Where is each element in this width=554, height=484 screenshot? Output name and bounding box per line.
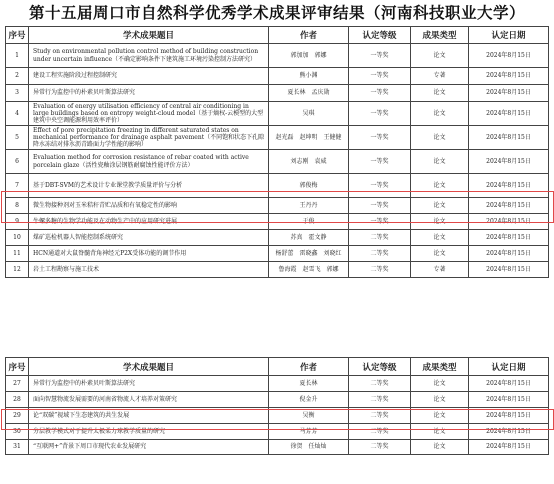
cell-level: 二等奖: [349, 440, 411, 455]
table-row: [6, 246, 549, 262]
cell-no: 2: [6, 68, 29, 85]
cell-level: 二等奖: [349, 230, 411, 246]
cell-level: 一等奖: [349, 198, 411, 214]
cell-author: 刘志刚 袁威: [269, 150, 349, 174]
cell-no: 11: [6, 246, 29, 262]
cell-author: 吴衡: [269, 408, 349, 424]
cell-level: 一等奖: [349, 102, 411, 126]
header-date: 认定日期: [469, 358, 549, 376]
cell-type: 论文: [411, 246, 469, 262]
cell-no: 8: [6, 198, 29, 214]
header-title: 学术成果题目: [29, 358, 269, 376]
cell-no: 10: [6, 230, 29, 246]
cell-date: 2024年8月15日: [469, 214, 549, 230]
cell-title: “互联网+”背景下周口市现代农业发展研究: [29, 440, 269, 455]
header-level: 认定等级: [349, 358, 411, 376]
cell-title: HCN通道对大鼠脊髓背角神经元P2X受体功能的调节作用: [29, 246, 269, 262]
cell-type: 论文: [411, 440, 469, 455]
cell-no: 31: [6, 440, 29, 455]
cell-no: 1: [6, 44, 29, 68]
table-row: [6, 85, 549, 102]
header-type: 成果类型: [411, 27, 469, 44]
cell-no: 5: [6, 126, 29, 150]
cell-author: 鲁海霞 赵雪飞 郭娜: [269, 262, 349, 278]
cell-type: 论文: [411, 230, 469, 246]
table-row: [6, 198, 549, 214]
table-header-row: [6, 27, 549, 44]
cell-level: 二等奖: [349, 392, 411, 408]
cell-author: 郭加加 郭娜: [269, 44, 349, 68]
cell-type: 论文: [411, 174, 469, 198]
cell-no: 3: [6, 85, 29, 102]
table-row: [6, 126, 549, 150]
results-table-1: [5, 26, 549, 278]
cell-level: 一等奖: [349, 44, 411, 68]
cell-title: 建设工程实施阶段过程控制研究: [29, 68, 269, 85]
cell-title: 煤矿巡检机器人智能控制系统研究: [29, 230, 269, 246]
cell-type: 论文: [411, 214, 469, 230]
table-row: [6, 68, 549, 85]
cell-date: 2024年8月15日: [469, 85, 549, 102]
cell-date: 2024年8月15日: [469, 150, 549, 174]
cell-no: 28: [6, 392, 29, 408]
header-author: 作者: [269, 358, 349, 376]
cell-level: 二等奖: [349, 376, 411, 392]
table-row: [6, 376, 549, 392]
table-row: [6, 174, 549, 198]
cell-author: 于俊: [269, 214, 349, 230]
cell-type: 论文: [411, 150, 469, 174]
cell-title: 分层教学模式对于提升太极柔力球教学质量的研究: [29, 424, 269, 440]
table-row: [6, 230, 549, 246]
cell-date: 2024年8月15日: [469, 408, 549, 424]
cell-date: 2024年8月15日: [469, 262, 549, 278]
cell-title: 牛螺多糖的生物学功能及在动物生产中的应用研究进展: [29, 214, 269, 230]
cell-date: 2024年8月15日: [469, 198, 549, 214]
cell-author: 赵光磊 赵坤明 王健健: [269, 126, 349, 150]
cell-no: 29: [6, 408, 29, 424]
cell-type: 论文: [411, 85, 469, 102]
cell-title: Evaluation of energy utilisation efficiency of central air conditioning in large buildings based on entropy weight-cloud model（基于熵权-云模型的大型建筑中央空调能源利用效率评价）: [29, 102, 269, 126]
cell-title: 微生物接种剂对玉米秸秆青贮品质和有氧稳定性的影响: [29, 198, 269, 214]
cell-type: 论文: [411, 44, 469, 68]
cell-date: 2024年8月15日: [469, 44, 549, 68]
table-row: [6, 44, 549, 68]
cell-date: 2024年8月15日: [469, 68, 549, 85]
cell-author: 徐贺 任灿灿: [269, 440, 349, 455]
cell-type: 论文: [411, 376, 469, 392]
cell-date: 2024年8月15日: [469, 424, 549, 440]
cell-type: 论文: [411, 126, 469, 150]
cell-author: 倪金升: [269, 392, 349, 408]
cell-title: 面向智慧物流发展需要的河南省物流人才培养对策研究: [29, 392, 269, 408]
header-author: 作者: [269, 27, 349, 44]
cell-level: 一等奖: [349, 150, 411, 174]
cell-title: Study on environmental pollution control method of building construction under uncertain influence（不确定影响条件下建筑施工环境污染控制方法研究）: [29, 44, 269, 68]
results-table-2: [5, 357, 549, 455]
cell-date: 2024年8月15日: [469, 376, 549, 392]
cell-no: 6: [6, 150, 29, 174]
cell-level: 二等奖: [349, 246, 411, 262]
cell-title: Effect of pore precipitation freezing in different saturated states on mechanical performance for drainage asphalt pavement（不同饱和状态下孔隙降水冻结对排水沥青路面力学性能的影响）: [29, 126, 269, 150]
cell-type: 专著: [411, 68, 469, 85]
cell-no: 12: [6, 262, 29, 278]
header-no: 序号: [6, 27, 29, 44]
cell-no: 27: [6, 376, 29, 392]
table-row: [6, 214, 549, 230]
cell-date: 2024年8月15日: [469, 174, 549, 198]
cell-type: 论文: [411, 408, 469, 424]
cell-title: 异常行为监控中的朴素贝叶斯算法研究: [29, 85, 269, 102]
cell-no: 9: [6, 214, 29, 230]
cell-level: 一等奖: [349, 85, 411, 102]
cell-title: 论“双碳”视域下生态建筑的共生发展: [29, 408, 269, 424]
cell-type: 论文: [411, 392, 469, 408]
cell-title: 基于DBT-SVM的艺术设计专业课堂教学质量评价与分析: [29, 174, 269, 198]
cell-date: 2024年8月15日: [469, 230, 549, 246]
cell-date: 2024年8月15日: [469, 246, 549, 262]
header-title: 学术成果题目: [29, 27, 269, 44]
page-title: 第十五届周口市自然科学优秀学术成果评审结果（河南科技职业大学）: [28, 3, 525, 22]
cell-author: 马芳芳: [269, 424, 349, 440]
table-row: [6, 262, 549, 278]
table-row: [6, 102, 549, 126]
cell-no: 7: [6, 174, 29, 198]
cell-no: 4: [6, 102, 29, 126]
header-level: 认定等级: [349, 27, 411, 44]
cell-date: 2024年8月15日: [469, 440, 549, 455]
header-type: 成果类型: [411, 358, 469, 376]
cell-no: 30: [6, 424, 29, 440]
cell-author: 夏长林: [269, 376, 349, 392]
cell-author: 吴琪: [269, 102, 349, 126]
cell-date: 2024年8月15日: [469, 102, 549, 126]
cell-title: Evaluation method for corrosion resistance of rebar coated with active porcelain glaze（活性瓷釉涂层钢筋耐腐蚀性能评价方法）: [29, 150, 269, 174]
cell-title: 岩土工程勘察与施工技术: [29, 262, 269, 278]
cell-level: 二等奖: [349, 262, 411, 278]
cell-level: 二等奖: [349, 424, 411, 440]
cell-date: 2024年8月15日: [469, 126, 549, 150]
cell-author: 杨舒蕾 雷晓鑫 刘晓红: [269, 246, 349, 262]
cell-author: 苏真 霍文静: [269, 230, 349, 246]
cell-author: 王丹丹: [269, 198, 349, 214]
header-no: 序号: [6, 358, 29, 376]
cell-level: 一等奖: [349, 214, 411, 230]
table-row: [6, 440, 549, 455]
table-row: [6, 392, 549, 408]
cell-title: 异常行为监控中的朴素贝叶斯算法研究: [29, 376, 269, 392]
cell-author: 郭俊梅: [269, 174, 349, 198]
cell-date: 2024年8月15日: [469, 392, 549, 408]
table-header-row: [6, 358, 549, 376]
cell-level: 一等奖: [349, 68, 411, 85]
cell-level: 一等奖: [349, 174, 411, 198]
cell-type: 论文: [411, 424, 469, 440]
table-row: [6, 424, 549, 440]
cell-type: 论文: [411, 198, 469, 214]
cell-type: 专著: [411, 262, 469, 278]
header-date: 认定日期: [469, 27, 549, 44]
cell-type: 论文: [411, 102, 469, 126]
table-row: [6, 408, 549, 424]
cell-author: 熊小渊: [269, 68, 349, 85]
cell-level: 一等奖: [349, 126, 411, 150]
cell-author: 夏长林 孟庆勋: [269, 85, 349, 102]
table-row: [6, 150, 549, 174]
cell-level: 二等奖: [349, 408, 411, 424]
